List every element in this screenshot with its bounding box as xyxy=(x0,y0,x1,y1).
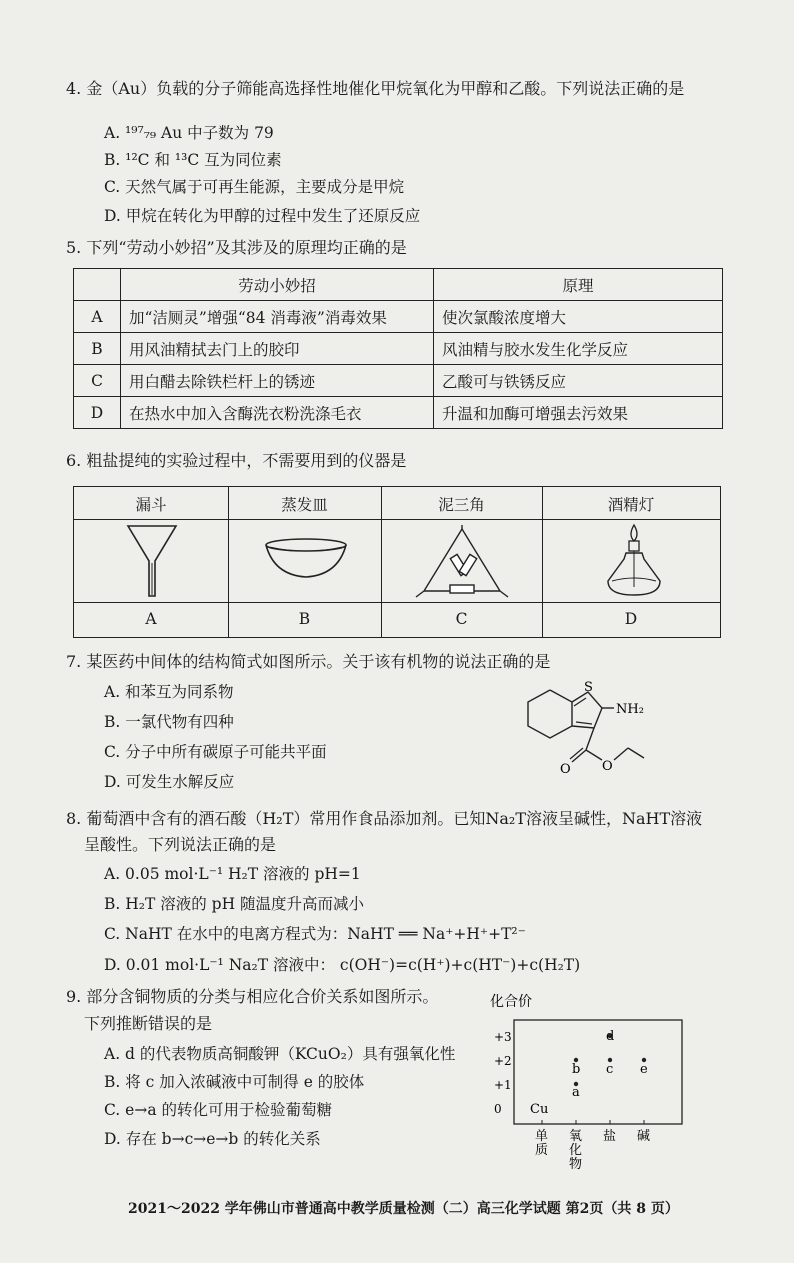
q4-option-d: D. 甲烷在转化为甲醇的过程中发生了还原反应 xyxy=(104,207,421,225)
apparatus-letter: A xyxy=(145,610,157,628)
q9-option-d: D. 存在 b→c→e→b 的转化关系 xyxy=(104,1130,321,1148)
ester-oxygen-label: O xyxy=(602,759,613,774)
q4-stem: 4. 金（Au）负载的分子筛能高选择性地催化甲烷氧化为甲醇和乙酸。下列说法正确的是 xyxy=(66,79,685,98)
point-label: a xyxy=(572,1085,580,1100)
apparatus-name-evaporating-dish: 蒸发皿 xyxy=(281,496,328,514)
table-cell: 用风油精拭去门上的胶印 xyxy=(121,333,434,365)
table-row xyxy=(74,269,723,301)
table-cell: 风油精与胶水发生化学反应 xyxy=(434,333,723,365)
q7-option-d: D. 可发生水解反应 xyxy=(104,773,235,791)
q8-option-d: D. 0.01 mol·L⁻¹ Na₂T 溶液中： c(OH⁻)=c(H⁺)+c(HT⁻)+c(H₂T) xyxy=(104,956,581,974)
carbonyl-oxygen-label: O xyxy=(560,762,571,777)
point-label-cu: Cu xyxy=(530,1102,549,1117)
table-row xyxy=(74,301,723,333)
table-cell: C xyxy=(74,365,121,397)
evaporating-dish-icon xyxy=(264,535,348,583)
q8-stem-line1: 8. 葡萄酒中含有的酒石酸（H₂T）常用作食品添加剂。已知Na₂T溶液呈碱性，NaHT溶液 xyxy=(66,809,703,828)
q6-apparatus-table xyxy=(73,486,721,638)
clay-triangle-icon xyxy=(414,525,510,601)
q4-option-b: B. ¹²C 和 ¹³C 互为同位素 xyxy=(104,151,282,169)
q7-option-c: C. 分子中所有碳原子可能共平面 xyxy=(104,743,327,761)
table-row xyxy=(74,397,723,429)
table-row xyxy=(74,365,723,397)
table-cell: 乙酸可与铁锈反应 xyxy=(434,365,723,397)
alcohol-lamp-icon xyxy=(604,523,664,599)
amino-label: NH₂ xyxy=(616,702,644,717)
molecule-structure xyxy=(510,678,670,778)
y-tick-label: +3 xyxy=(494,1030,512,1044)
q5-table xyxy=(73,268,723,429)
y-tick-label: 0 xyxy=(494,1102,502,1116)
table-cell: 用白醋去除铁栏杆上的锈迹 xyxy=(121,365,434,397)
point-label: e xyxy=(640,1062,648,1077)
q9-option-a: A. d 的代表物质高铜酸钾（KCuO₂）具有强氧化性 xyxy=(104,1045,456,1063)
x-category-label: 物 xyxy=(569,1157,583,1170)
q9-option-b: B. 将 c 加入浓碱液中可制得 e 的胶体 xyxy=(104,1073,365,1091)
x-category-label: 碱 xyxy=(637,1129,651,1144)
sulfur-label: S xyxy=(584,680,593,695)
table-header: 劳动小妙招 xyxy=(121,269,434,301)
point-label: d xyxy=(606,1029,615,1044)
q4-option-a: A. ¹⁹⁷₇₉ Au 中子数为 79 xyxy=(104,124,274,142)
point-label: b xyxy=(572,1062,581,1077)
chart-ylabel: 化合价 xyxy=(490,994,532,1010)
funnel-icon xyxy=(124,523,180,599)
table-cell: 加“洁厕灵”增强“84 消毒液”消毒效果 xyxy=(121,301,434,333)
page-footer: 2021～2022 学年佛山市普通高中教学质量检测（二）高三化学试题 第2页（共 8 页） xyxy=(128,1201,679,1217)
apparatus-name-funnel: 漏斗 xyxy=(135,496,167,514)
table-cell: 使次氯酸浓度增大 xyxy=(434,301,723,333)
table-cell xyxy=(74,269,121,301)
q4-option-c: C. 天然气属于可再生能源，主要成分是甲烷 xyxy=(104,178,405,196)
q8-option-b: B. H₂T 溶液的 pH 随温度升高而减小 xyxy=(104,895,365,913)
q9-stem-line1: 9. 部分含铜物质的分类与相应化合价关系如图所示。 xyxy=(66,987,439,1006)
q8-stem-line2: 呈酸性。下列说法正确的是 xyxy=(84,835,277,854)
x-category-label: 质 xyxy=(535,1143,549,1158)
x-category-label: 氧 xyxy=(569,1129,583,1144)
q9-option-c: C. e→a 的转化可用于检验葡萄糖 xyxy=(104,1101,332,1119)
q7-option-b: B. 一氯代物有四种 xyxy=(104,713,234,731)
point-label: c xyxy=(606,1062,614,1077)
apparatus-letter: B xyxy=(298,610,311,628)
apparatus-letter: C xyxy=(455,610,468,628)
q5-stem: 5. 下列“劳动小妙招”及其涉及的原理均正确的是 xyxy=(66,238,407,257)
apparatus-name-alcohol-lamp: 酒精灯 xyxy=(607,496,655,514)
table-cell: D xyxy=(74,397,121,429)
apparatus-name-clay-triangle: 泥三角 xyxy=(438,496,485,514)
table-cell: B xyxy=(74,333,121,365)
y-tick-label: +1 xyxy=(494,1078,512,1092)
q7-option-a: A. 和苯互为同系物 xyxy=(104,683,234,701)
table-cell: 在热水中加入含酶洗衣粉洗涤毛衣 xyxy=(121,397,434,429)
q8-option-a: A. 0.05 mol·L⁻¹ H₂T 溶液的 pH=1 xyxy=(104,865,361,883)
q8-option-c: C. NaHT 在水中的电离方程式为：NaHT ══ Na⁺+H⁺+T²⁻ xyxy=(104,925,526,943)
q7-stem: 7. 某医药中间体的结构简式如图所示。关于该有机物的说法正确的是 xyxy=(66,652,551,671)
table-cell: A xyxy=(74,301,121,333)
table-cell: 升温和加酶可增强去污效果 xyxy=(434,397,723,429)
valence-chart xyxy=(480,990,700,1170)
x-category-label: 单 xyxy=(535,1129,549,1144)
table-header: 原理 xyxy=(434,269,723,301)
q9-stem-line2: 下列推断错误的是 xyxy=(84,1014,213,1033)
q6-stem: 6. 粗盐提纯的实验过程中，不需要用到的仪器是 xyxy=(66,451,407,470)
table-row xyxy=(74,333,723,365)
y-tick-label: +2 xyxy=(494,1054,512,1068)
apparatus-letter: D xyxy=(624,610,638,628)
x-category-label: 盐 xyxy=(603,1129,617,1144)
x-category-label: 化 xyxy=(569,1143,583,1158)
